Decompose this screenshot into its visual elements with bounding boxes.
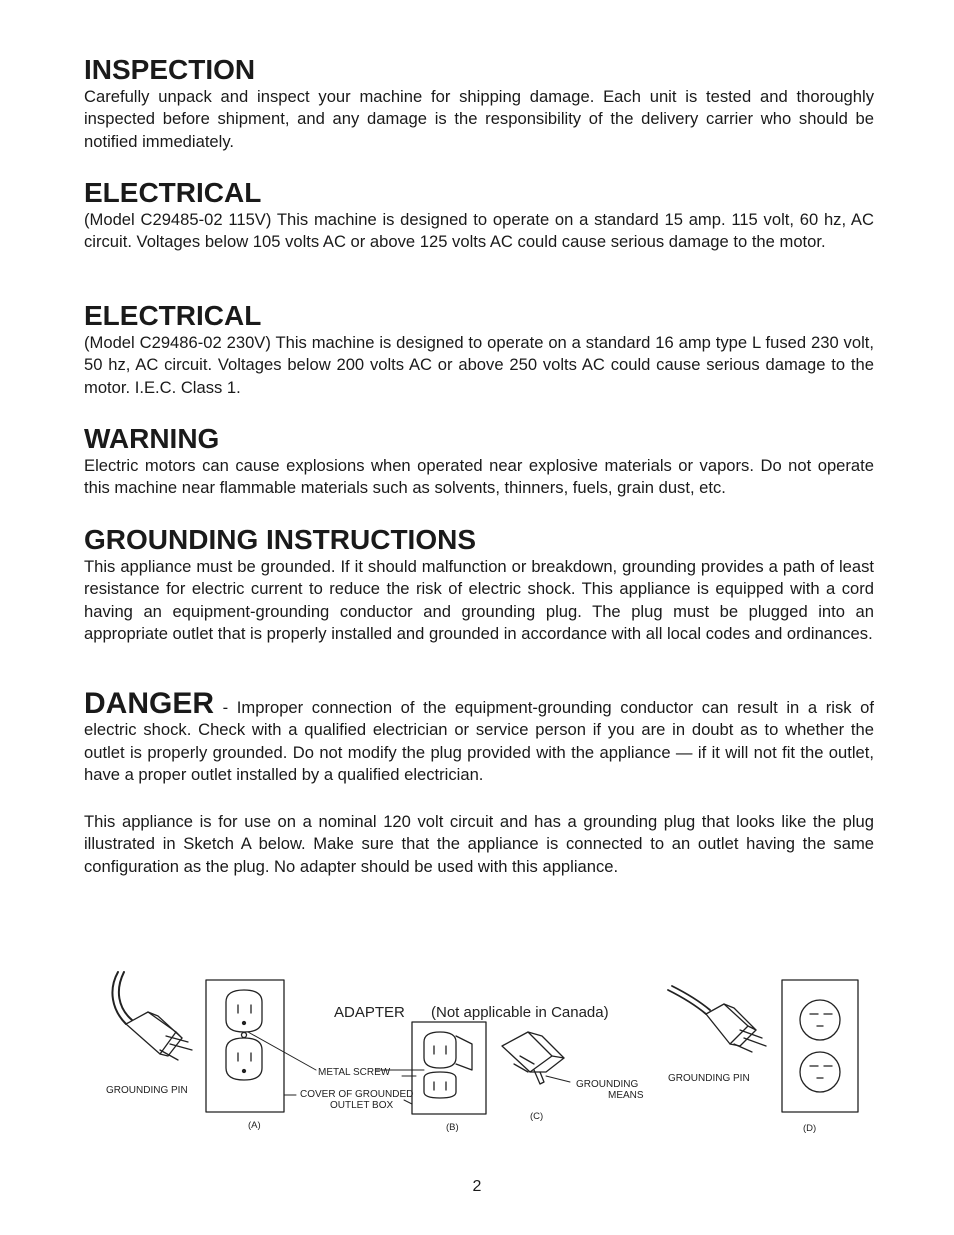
- danger-word: DANGER: [84, 687, 215, 720]
- grounding-pin-left-label: GROUNDING PIN: [106, 1085, 188, 1096]
- danger-text: - Improper connection of the equipment-grounding conductor can result in a risk of electric shock. Check with a qualified electrician or service person if you are in doubt as to whether the outlet is properly grounded. Do not modify the plug provided with the appliance — if it will not fit the outlet, have a proper outlet installed by a qualified electrician.: [84, 698, 874, 785]
- plug-a-illustration: [112, 972, 192, 1060]
- warning-text: Electric motors can cause explosions when operated near explosive materials or vapors. Do not operate this machine near flammable materials such as solvents, thinners, fuels, grain dust, etc.: [84, 456, 874, 498]
- electrical-230-section: [84, 300, 874, 399]
- grounding-pin-right-label: GROUNDING PIN: [668, 1073, 750, 1084]
- label-d: (D): [803, 1123, 817, 1134]
- label-a: (A): [248, 1120, 261, 1131]
- grounding-means-line1: GROUNDING: [576, 1079, 639, 1090]
- plug-d-illustration: [668, 986, 766, 1052]
- warning-heading: WARNING: [84, 423, 220, 454]
- electrical-115-heading: ELECTRICAL: [84, 177, 262, 208]
- grounding-means-line2: MEANS: [608, 1090, 644, 1101]
- grounding-text: This appliance must be grounded. If it should malfunction or breakdown, grounding provides a path of least resistance for electric current to reduce the risk of electric shock. This appliance is equipped with a cord having an equipment-grounding conductor and grounding plug. The plug must be plugged into an appropriate outlet that is properly installed and grounded in accordance with all local codes and ordinances.: [84, 557, 874, 644]
- label-c: (C): [530, 1111, 544, 1122]
- electrical-230-heading: ELECTRICAL: [84, 300, 262, 331]
- inspection-section: [84, 54, 874, 153]
- cover-label-line2: OUTLET BOX: [330, 1100, 394, 1111]
- danger-paragraph: [84, 687, 874, 787]
- danger-section: [84, 687, 874, 787]
- cover-label-line1: COVER OF GROUNDED: [300, 1089, 414, 1100]
- adapter-title: ADAPTER: [334, 1004, 405, 1021]
- electrical-115-text: (Model C29485-02 115V) This machine is designed to operate on a standard 15 amp. 115 volt, 60 hz, AC circuit. Voltages below 105 volts AC or above 125 volts AC could cause serious damage to the motor.: [84, 210, 874, 252]
- page-number: 2: [472, 1178, 482, 1195]
- electrical-230-text: (Model C29486-02 230V) This machine is designed to operate on a standard 16 amp type L fused 230 volt, 50 hz, AC circuit. Voltages below 200 volts AC or above 250 volts AC could cause serious damage to the motor. I.E.C. Class 1.: [84, 333, 874, 397]
- grounding-section: [84, 524, 874, 646]
- warning-section: [84, 423, 874, 500]
- grounding-sketch-figure: [0, 960, 954, 1140]
- grounding-heading: GROUNDING INSTRUCTIONS: [84, 524, 476, 555]
- nominal-text: This appliance is for use on a nominal 120 volt circuit and has a grounding plug that looks like the plug illustrated in Sketch A below. Make sure that the appliance is connected to an outlet having the same configuration as the plug. No adapter should be used with this appliance.: [84, 812, 874, 876]
- adapter-note: (Not applicable in Canada): [431, 1004, 609, 1021]
- nominal-section: [84, 811, 874, 878]
- label-b: (B): [446, 1122, 459, 1133]
- outlet-b-illustration: [412, 1022, 486, 1114]
- inspection-heading: INSPECTION: [84, 54, 256, 85]
- metal-screw-label: METAL SCREW: [318, 1067, 391, 1078]
- electrical-115-section: [84, 177, 874, 254]
- inspection-text: Carefully unpack and inspect your machine for shipping damage. Each unit is tested and thoroughly inspected before shipment, and any damage is the responsibility of the delivery carrier who should be notified immediately.: [84, 87, 874, 151]
- outlet-d-illustration: [782, 980, 858, 1112]
- adapter-c-illustration: [502, 1032, 564, 1084]
